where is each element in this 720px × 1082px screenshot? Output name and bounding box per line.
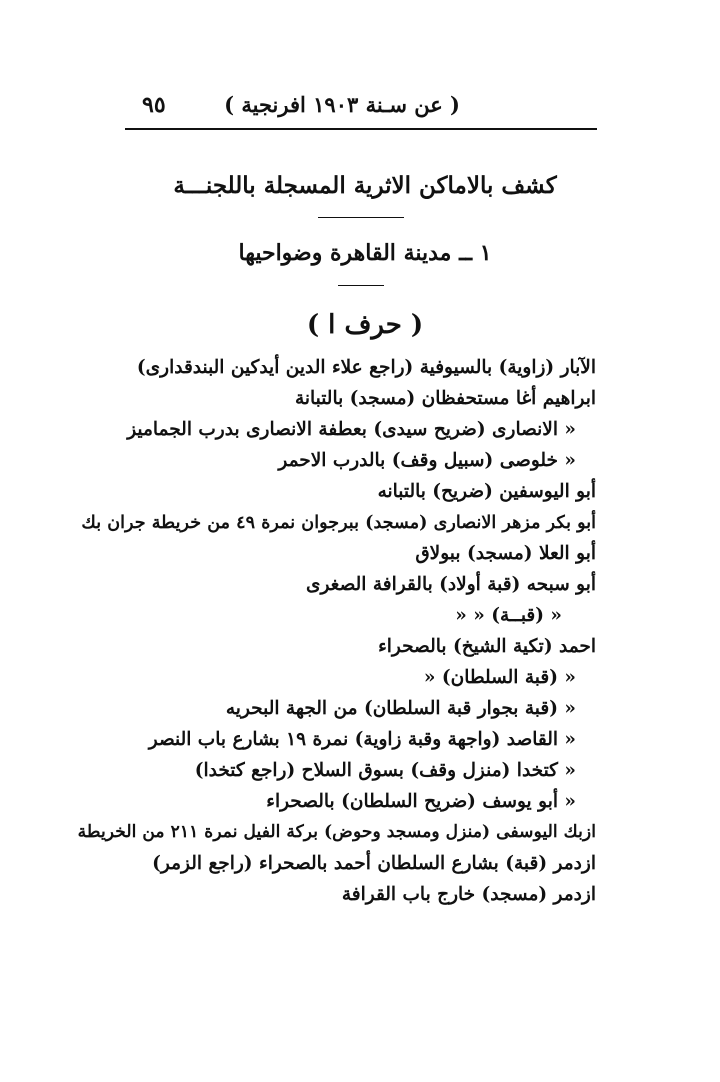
list-item: أبو سبحه (قبة أولاد) بالقرافة الصغرى: [305, 574, 596, 595]
title-divider: [318, 217, 404, 218]
list-item: احمد (تكية الشيخ) بالصحراء: [378, 636, 596, 657]
list-item: أبو العلا (مسجد) ببولاق: [415, 543, 596, 564]
page-number: ٩٥: [142, 92, 166, 118]
letter-heading: ( حرف ا ): [306, 310, 424, 340]
list-item: « الانصارى (ضريح سيدى) بعطفة الانصارى بدرب الجماميز: [127, 419, 576, 440]
list-item: ازبك اليوسفى (منزل ومسجد وحوض) بركة الفيل نمرة ٢١١ من الخريطة: [77, 822, 596, 842]
list-item: « (قبة بجوار قبة السلطان) من الجهة البحريه: [225, 698, 576, 719]
list-item: ازدمر (قبة) بشارع السلطان أحمد بالصحراء (راجع الزمر): [152, 853, 596, 874]
running-head: ( عن سـنة ١٩٠٣ افرنجية ): [224, 92, 460, 117]
list-item: ابراهيم أغا مستحفظان (مسجد) بالتبانة: [294, 388, 596, 409]
section-divider: [338, 285, 384, 286]
list-item: ازدمر (مسجد) خارج باب القرافة: [341, 884, 596, 905]
list-item: « خلوصى (سبيل وقف) بالدرب الاحمر: [278, 450, 576, 471]
list-item: « القاصد (واجهة وقبة زاوية) نمرة ١٩ بشارع باب النصر: [148, 729, 576, 750]
header-rule: [125, 128, 597, 130]
list-item: « كتخدا (منزل وقف) بسوق السلاح (راجع كتخدا): [194, 760, 576, 781]
page-header: [120, 92, 600, 124]
list-item: الآبار (زاوية) بالسيوفية (راجع علاء الدين أيدكين البندقدارى): [136, 357, 596, 378]
list-item: أبو اليوسفين (ضريح) بالتبانه: [377, 481, 596, 502]
entry-list: [77, 352, 596, 910]
list-item: « (قبة السلطان) «: [423, 667, 576, 688]
section-heading: ١ ــ مدينة القاهرة وضواحيها: [238, 240, 492, 266]
list-item: « (قبــة) « «: [455, 605, 562, 626]
list-item: « أبو يوسف (ضريح السلطان) بالصحراء: [266, 791, 576, 812]
list-item: أبو بكر مزهر الانصارى (مسجد) ببرجوان نمرة ٤٩ من خريطة جران بك: [81, 512, 596, 533]
page-title: كشف بالاماكن الاثرية المسجلة باللجنـــة: [173, 172, 557, 199]
